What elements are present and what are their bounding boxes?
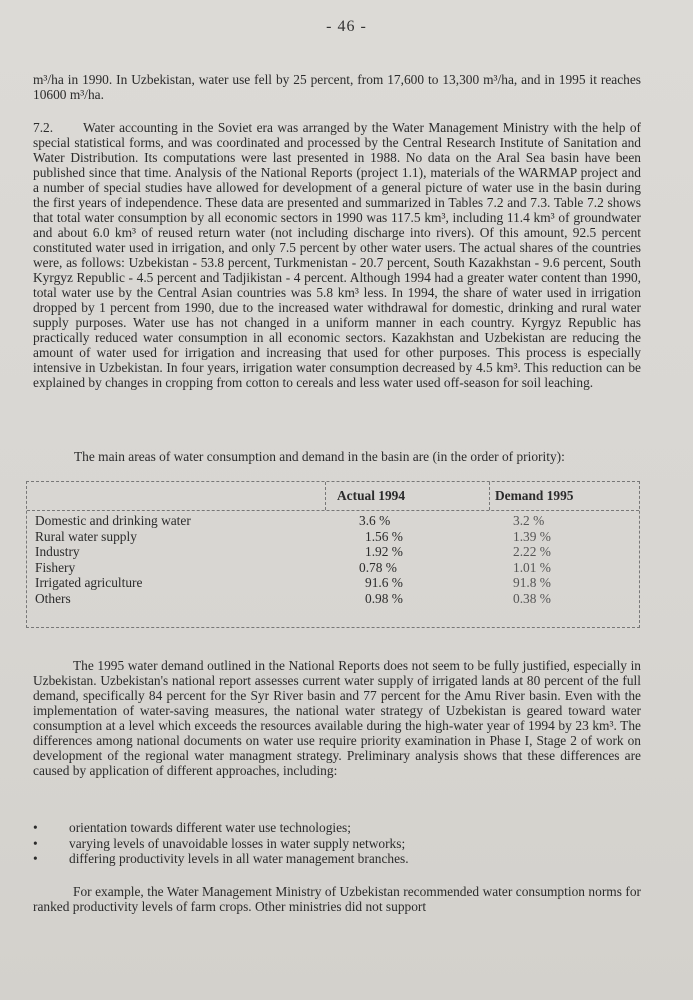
row-label: Fishery bbox=[35, 559, 76, 575]
demand-value: 0.38 % bbox=[513, 590, 551, 606]
row-label: Others bbox=[35, 590, 71, 606]
actual-value: 1.92 % bbox=[365, 544, 403, 560]
table-row bbox=[35, 529, 639, 545]
water-consumption-table bbox=[26, 481, 640, 628]
row-label: Rural water supply bbox=[35, 528, 137, 544]
list-item bbox=[33, 820, 633, 836]
row-label: Industry bbox=[35, 544, 80, 560]
table-row bbox=[35, 544, 639, 560]
table-row bbox=[35, 560, 639, 576]
demand-value: 1.01 % bbox=[513, 559, 551, 575]
bullet-list bbox=[33, 820, 633, 867]
list-item bbox=[33, 836, 633, 852]
paragraph-3 bbox=[33, 658, 641, 778]
actual-value: 3.6 % bbox=[359, 513, 391, 528]
table-divider bbox=[489, 482, 490, 510]
paragraph-3-text: The 1995 water demand outlined in the National Reports does not seem to be fully justified, especially in Uzbekistan. Uzbekistan's national report assesses current water supply of irrigated lands at 80 percent of the full demand, specifically 84 percent for the Syr River basin and 77 percent for the Amu River basin. Even with the implementation of water-saving measures, the national water strategy of Uzbekistan is geared toward water consumption at a level which exceeds the resources available during the high-water year of 1994 by 23 km³. The differences among national documents on water use require priority examination in Phase I, Stage 2 of work on development of the regional water managment strategy. Preliminary analysis shows that these differences are caused by application of different approaches, including: bbox=[33, 658, 641, 778]
demand-value: 3.2 % bbox=[513, 513, 545, 528]
table-intro: The main areas of water consumption and demand in the basin are (in the order of priority): bbox=[74, 449, 565, 464]
paragraph-7-2-text: Water accounting in the Soviet era was arranged by the Water Management Ministry with the help of special statistical forms, and was coordinated and processed by the Central Research Institute of Sanitation and Water Distribution. Its computations were last presented in 1988. No data on the Aral Sea basin have been published since that time. Analysis of the National Reports (project 1.1), materials of the WARMAP project and a number of special studies have allowed for development of a general picture of water use in the basin during the first years of independence. These data are presented and summarized in Tables 7.2 and 7.3. Table 7.2 shows that total water consumption by all economic sectors in 1990 was 117.5 km³, including 11.4 km³ of groundwater and about 6.0 km³ of reused return water (not including discharge into rivers). Of this amount, 92.5 percent constituted water used in irrigation, and only 7.5 percent by other water users. The actual shares of the countries were, as follows: Uzbekistan - 53.8 percent, Turkmenistan - 20.7 percent, South Kazakhstan - 9.6 percent, South Kyrgyz Republic - 4.5 percent and Tadjikistan - 4 percent. Although 1994 had a greater water content than 1990, total water use by the Central Asian countries was 5.8 km³ less. In 1994, the share of water used in irrigation dropped by 1 percent from 1990, due to the increased water withdrawal for domestic, drinking and rural water supply purposes. Water use has not changed in a uniform manner in each country. Kyrgyz Republic has practically reduced water consumption in all economic sectors. Kazakhstan and Uzbekistan are reducing the amount of water used for irrigation and increasing that used for other purposes. This process is especially intensive in Uzbekistan. In four years, irrigation water consumption decreased by 4.5 km³. This reduction can be explained by changes in cropping from cotton to cereals and less water used off-season for soil leaching. bbox=[33, 120, 641, 390]
bullet-icon: • bbox=[33, 820, 38, 835]
paragraph-1: m³/ha in 1990. In Uzbekistan, water use fell by 25 percent, from 17,600 to 13,300 m³/ha, and in 1995 it reaches 10600 m³/ha. bbox=[33, 72, 641, 102]
demand-value: 2.22 % bbox=[513, 544, 551, 560]
list-item bbox=[33, 851, 633, 867]
demand-value: 91.8 % bbox=[513, 575, 551, 591]
table-body bbox=[35, 513, 639, 607]
table-row bbox=[35, 513, 639, 529]
paragraph-4-text: For example, the Water Management Ministry of Uzbekistan recommended water consumption norms for ranked productivity levels of farm crops. Other ministries did not support bbox=[33, 884, 641, 914]
section-number: 7.2. bbox=[33, 120, 54, 135]
list-item-text: orientation towards different water use technologies; bbox=[69, 820, 351, 835]
list-item-text: differing productivity levels in all water management branches. bbox=[69, 851, 409, 866]
paragraph-4 bbox=[33, 884, 641, 914]
bullet-icon: • bbox=[33, 835, 38, 851]
table-row bbox=[35, 575, 639, 591]
actual-value: 0.78 % bbox=[359, 559, 397, 575]
paragraph-7-2 bbox=[33, 120, 641, 390]
row-label: Domestic and drinking water bbox=[35, 513, 191, 528]
table-row bbox=[35, 591, 639, 607]
header-rule bbox=[27, 510, 639, 511]
actual-value: 0.98 % bbox=[365, 590, 403, 606]
actual-value: 1.56 % bbox=[365, 528, 403, 544]
actual-value: 91.6 % bbox=[365, 575, 403, 591]
row-label: Irrigated agriculture bbox=[35, 575, 143, 591]
demand-value: 1.39 % bbox=[513, 528, 551, 544]
table-divider bbox=[325, 482, 326, 510]
header-actual-1994: Actual 1994 bbox=[337, 488, 406, 503]
bullet-icon: • bbox=[33, 851, 38, 866]
list-item-text: varying levels of unavoidable losses in water supply networks; bbox=[69, 835, 406, 851]
page-number: - 46 - bbox=[326, 18, 367, 35]
header-demand-1995: Demand 1995 bbox=[495, 488, 574, 503]
